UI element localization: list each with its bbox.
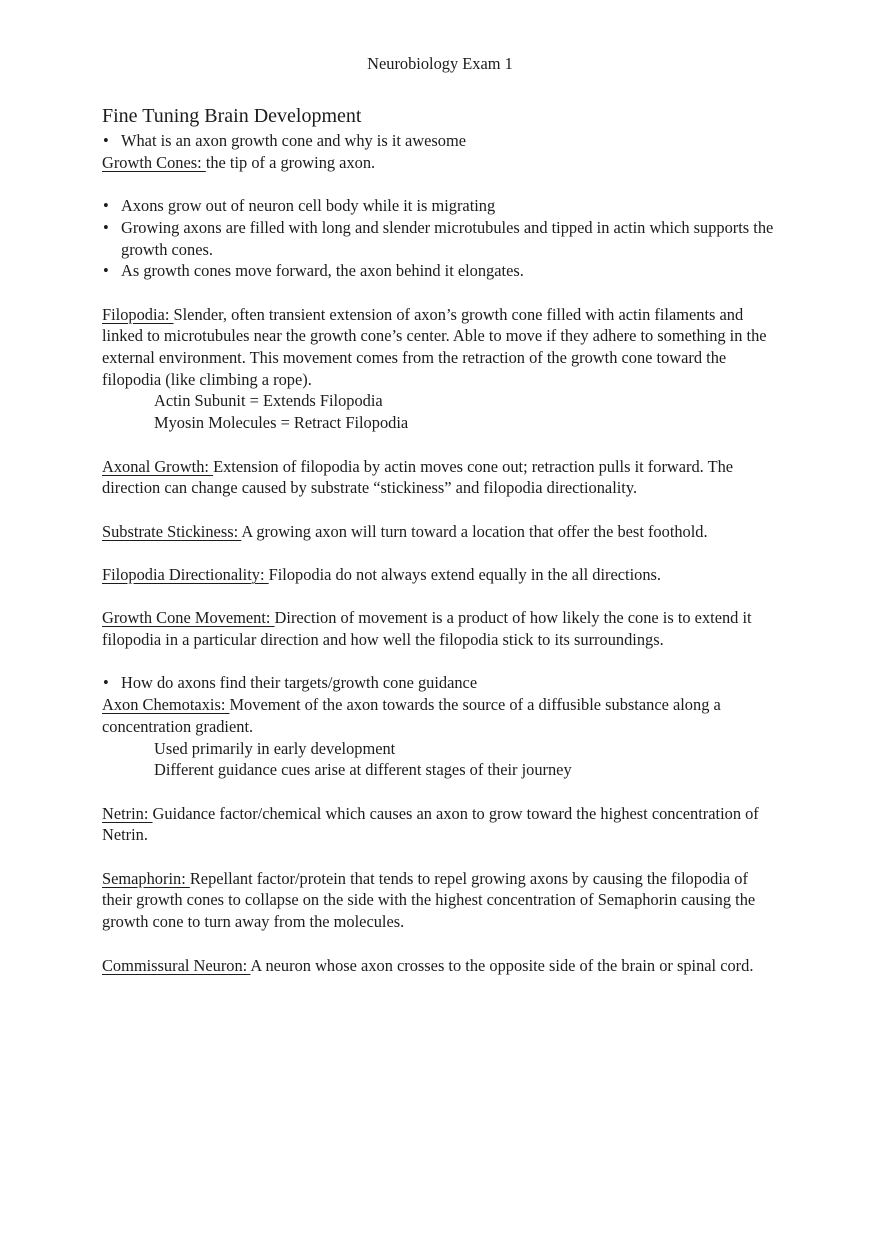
term-label: Netrin: — [102, 803, 153, 823]
definition-text: A neuron whose axon crosses to the opposite side of the brain or spinal cord. — [250, 955, 754, 975]
definition-growth-cones — [102, 152, 782, 174]
definition-filopodia — [102, 304, 782, 391]
question-list-2 — [102, 672, 782, 694]
definition-text: Repellant factor/protein that tends to repel growing axons by causing the filopodia of their growth cones to collapse on the side with the highest concentration of Semaphorin causing the growth cone to turn away from the molecules. — [102, 868, 756, 932]
question-item: • How do axons find their targets/growth cone guidance — [102, 672, 782, 694]
term-label: Axonal Growth: — [102, 456, 214, 476]
indented-line: Myosin Molecules = Retract Filopodia — [154, 413, 409, 433]
definition-axonal-growth — [102, 456, 782, 499]
spacer — [102, 586, 782, 608]
definition-semaphorin — [102, 868, 782, 933]
spacer — [102, 173, 782, 195]
definition-substrate-stickiness — [102, 521, 782, 543]
term-label: Growth Cone Movement: — [102, 608, 275, 628]
definition-text: Movement of the axon towards the source of a diffusible substance along a concentration gradient. — [102, 695, 721, 736]
term-label: Semaphorin: — [102, 868, 190, 888]
question-list-1 — [102, 130, 782, 152]
indented-line: Used primarily in early development — [154, 738, 396, 758]
bullet-item: • Axons grow out of neuron cell body while it is migrating — [102, 195, 782, 217]
term-label: Filopodia: — [102, 304, 174, 324]
definition-netrin — [102, 803, 782, 846]
spacer — [102, 499, 782, 521]
term-label: Axon Chemotaxis: — [102, 695, 230, 715]
bullet-item: • As growth cones move forward, the axon behind it elongates. — [102, 260, 782, 282]
bullet-list — [102, 195, 782, 282]
definition-axon-chemotaxis — [102, 694, 782, 737]
spacer — [102, 846, 782, 868]
definition-text: A growing axon will turn toward a location that offer the best foothold. — [241, 521, 708, 541]
page-content — [102, 102, 782, 976]
definition-text: Direction of movement is a product of how likely the cone is to extend it filopodia in a particular direction and how well the filopodia stick to its surroundings. — [102, 608, 752, 650]
spacer — [102, 542, 782, 564]
definition-growth-cone-movement — [102, 607, 782, 650]
definition-text: the tip of a growing axon. — [205, 152, 376, 172]
definition-text: Guidance factor/chemical which causes an axon to grow toward the highest concentration of Netrin. — [102, 803, 759, 845]
term-label: Growth Cones: — [102, 152, 206, 172]
spacer — [102, 651, 782, 673]
page-header: Neurobiology Exam 1 — [367, 54, 513, 73]
spacer — [102, 781, 782, 803]
term-label: Substrate Stickiness: — [102, 521, 242, 541]
definition-text: Slender, often transient extension of axon’s growth cone filled with actin filaments and linked to microtubules near the growth cone’s center. Able to move if they adhere to something in the external environment. This movement comes from the retraction of the growth cone toward the filopodia (like climbing a rope). — [102, 304, 767, 389]
indented-line: Different guidance cues arise at different stages of their journey — [154, 760, 572, 780]
bullet-item: • Growing axons are filled with long and slender microtubules and tipped in actin which supports the growth cones. — [102, 217, 782, 260]
spacer — [102, 933, 782, 955]
definition-text: Extension of filopodia by actin moves cone out; retraction pulls it forward. The direction can change caused by substrate “stickiness” and filopodia directionality. — [102, 456, 734, 498]
term-label: Commissural Neuron: — [102, 955, 251, 975]
spacer — [102, 282, 782, 304]
definition-commissural-neuron — [102, 955, 782, 977]
question-item: • What is an axon growth cone and why is it awesome — [102, 130, 782, 152]
spacer — [102, 434, 782, 456]
definition-filopodia-directionality — [102, 564, 782, 586]
section-title: Fine Tuning Brain Development — [102, 105, 362, 127]
indented-line: Actin Subunit = Extends Filopodia — [154, 391, 383, 411]
term-label: Filopodia Directionality: — [102, 564, 269, 584]
definition-text: Filopodia do not always extend equally in the all directions. — [268, 564, 662, 584]
